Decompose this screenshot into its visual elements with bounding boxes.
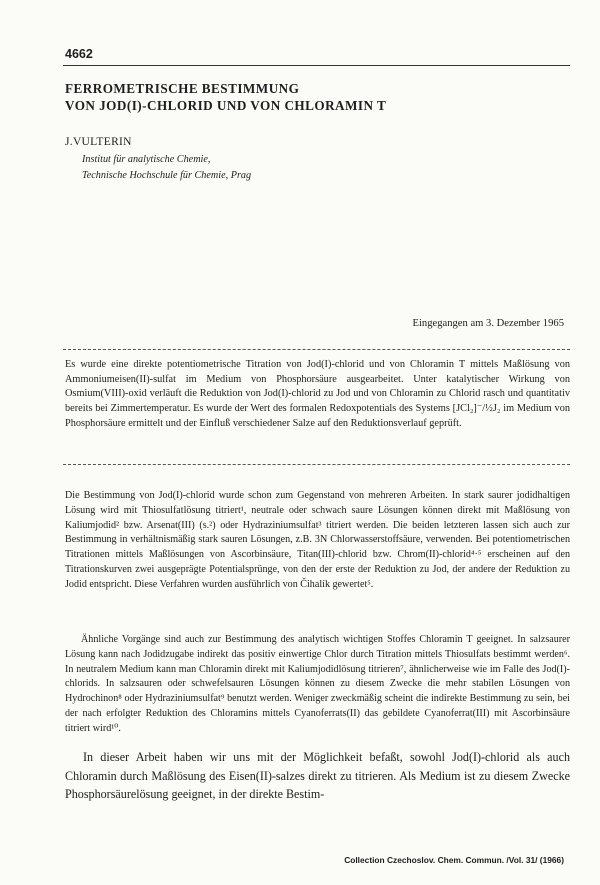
page-number: 4662 — [65, 47, 93, 61]
header-rule — [63, 65, 570, 66]
abstract: Es wurde eine direkte potentiometrische Titration von Jod(I)-chlorid und von Chloramin T mittels Maßlösung von Ammoniumeisen(II)-sulfat im Medium von Phosphorsäure ausgearbeitet. Unter katalytischer Wirkung von Osmium(VIII)-oxid verläuft die Reduktion von Jod(I)-chlorid zu Jod und von Chloramin zu Chlorid rasch und quantitativ bereits bei Zimmertemperatur. Es wurde der Wert des formalen Redoxpotentials des Systems [JCl₂]⁻/½J₂ im Medium von Phosphorsäure ermittelt und der Einfluß verschiedener Salze auf den Reduktionsverlauf geprüft. — [65, 359, 570, 429]
affiliation-line: Institut für analytische Chemie, — [82, 154, 211, 165]
author-name: J.VULTERIN — [65, 136, 132, 148]
title-line: FERROMETRISCHE BESTIMMUNG — [65, 81, 300, 96]
received-date: Eingegangen am 3. Dezember 1965 — [412, 318, 564, 329]
body-paragraph: Ähnliche Vorgänge sind auch zur Bestimmung des analytisch wichtigen Stoffes Chloramin T geeignet. In salzsaurer Lösung kann nach Jodidzugabe indirekt das positiv einwertige Chlor durch Titration mittels Thiosulfats bestimmt werden⁶. In neutralem Medium kann man Chloramin direkt mit Kaliumjodidlösung titrieren⁷, ähnlicherweise wie im Falle des Jod(I)-chlorids. In salzsauren oder schwefelsauren Lösungen können zu diesem Zwecke die mehr stabilen Lösungen von Hydrochinon⁸ oder Hydraziniumsulfat⁹ benutzt werden. Weniger zweckmäßig scheint die indirekte Bestimmung zu sein, bei der nach erfolgter Reduktion des Chloramins mittels Cyanoferrats(II) das gebildete Cyanoferrat(III) mit Ascorbinsäure titriert wird¹⁰. — [65, 634, 570, 734]
abstract-top-rule — [63, 349, 570, 350]
abstract-bottom-rule — [63, 464, 570, 465]
body-paragraph: In dieser Arbeit haben wir uns mit der Möglichkeit befaßt, sowohl Jod(I)-chlorid als auch Chloramin durch Maßlösung des Eisen(II)-salzes direkt zu titrieren. Als Medium ist zu diesem Zwecke Phosphorsäurelösung geeignet, in der direkte Bestim- — [65, 750, 570, 801]
title-line: VON JOD(I)-CHLORID UND VON CHLORAMIN T — [65, 98, 387, 113]
affiliation-line: Technische Hochschule für Chemie, Prag — [82, 169, 252, 181]
author-affiliation — [82, 152, 251, 183]
journal-citation: Collection Czechoslov. Chem. Commun. /Vol. 31/ (1966) — [344, 855, 564, 865]
body-paragraph: Die Bestimmung von Jod(I)-chlorid wurde schon zum Gegenstand von mehreren Arbeiten. In stark saurer jodidhaltigen Lösung wird mit Thiosulfatlösung titriert¹, neutrale oder schwach saure Lösungen können direkt mit Maßlösung von Kaliumjodid² bzw. Arsenat(III) (s.²) oder Hydraziniumsulfat³ titriert werden. Die beiden letzteren lassen sich auch zur Bestimmung in verhältnismäßig stark sauren Lösungen, z.B. 3N Chlorwasserstoffsäure, verwenden. Bei potentiometrischen Titrationen mittels Maßlösungen von Ascorbinsäure, Titan(III)-chlorid bzw. Chrom(II)-chlorid⁴·⁵ erscheinen auf den Titrationskurven zwei ausgeprägte Potentialsprünge, von den der erste der Reduktion zu Jod, der andere der Reduktion zu Jodid entspricht. Diese Verfahren wurden ausführlich von Čihalík gewertet⁵. — [65, 490, 570, 590]
article-title — [65, 80, 570, 114]
